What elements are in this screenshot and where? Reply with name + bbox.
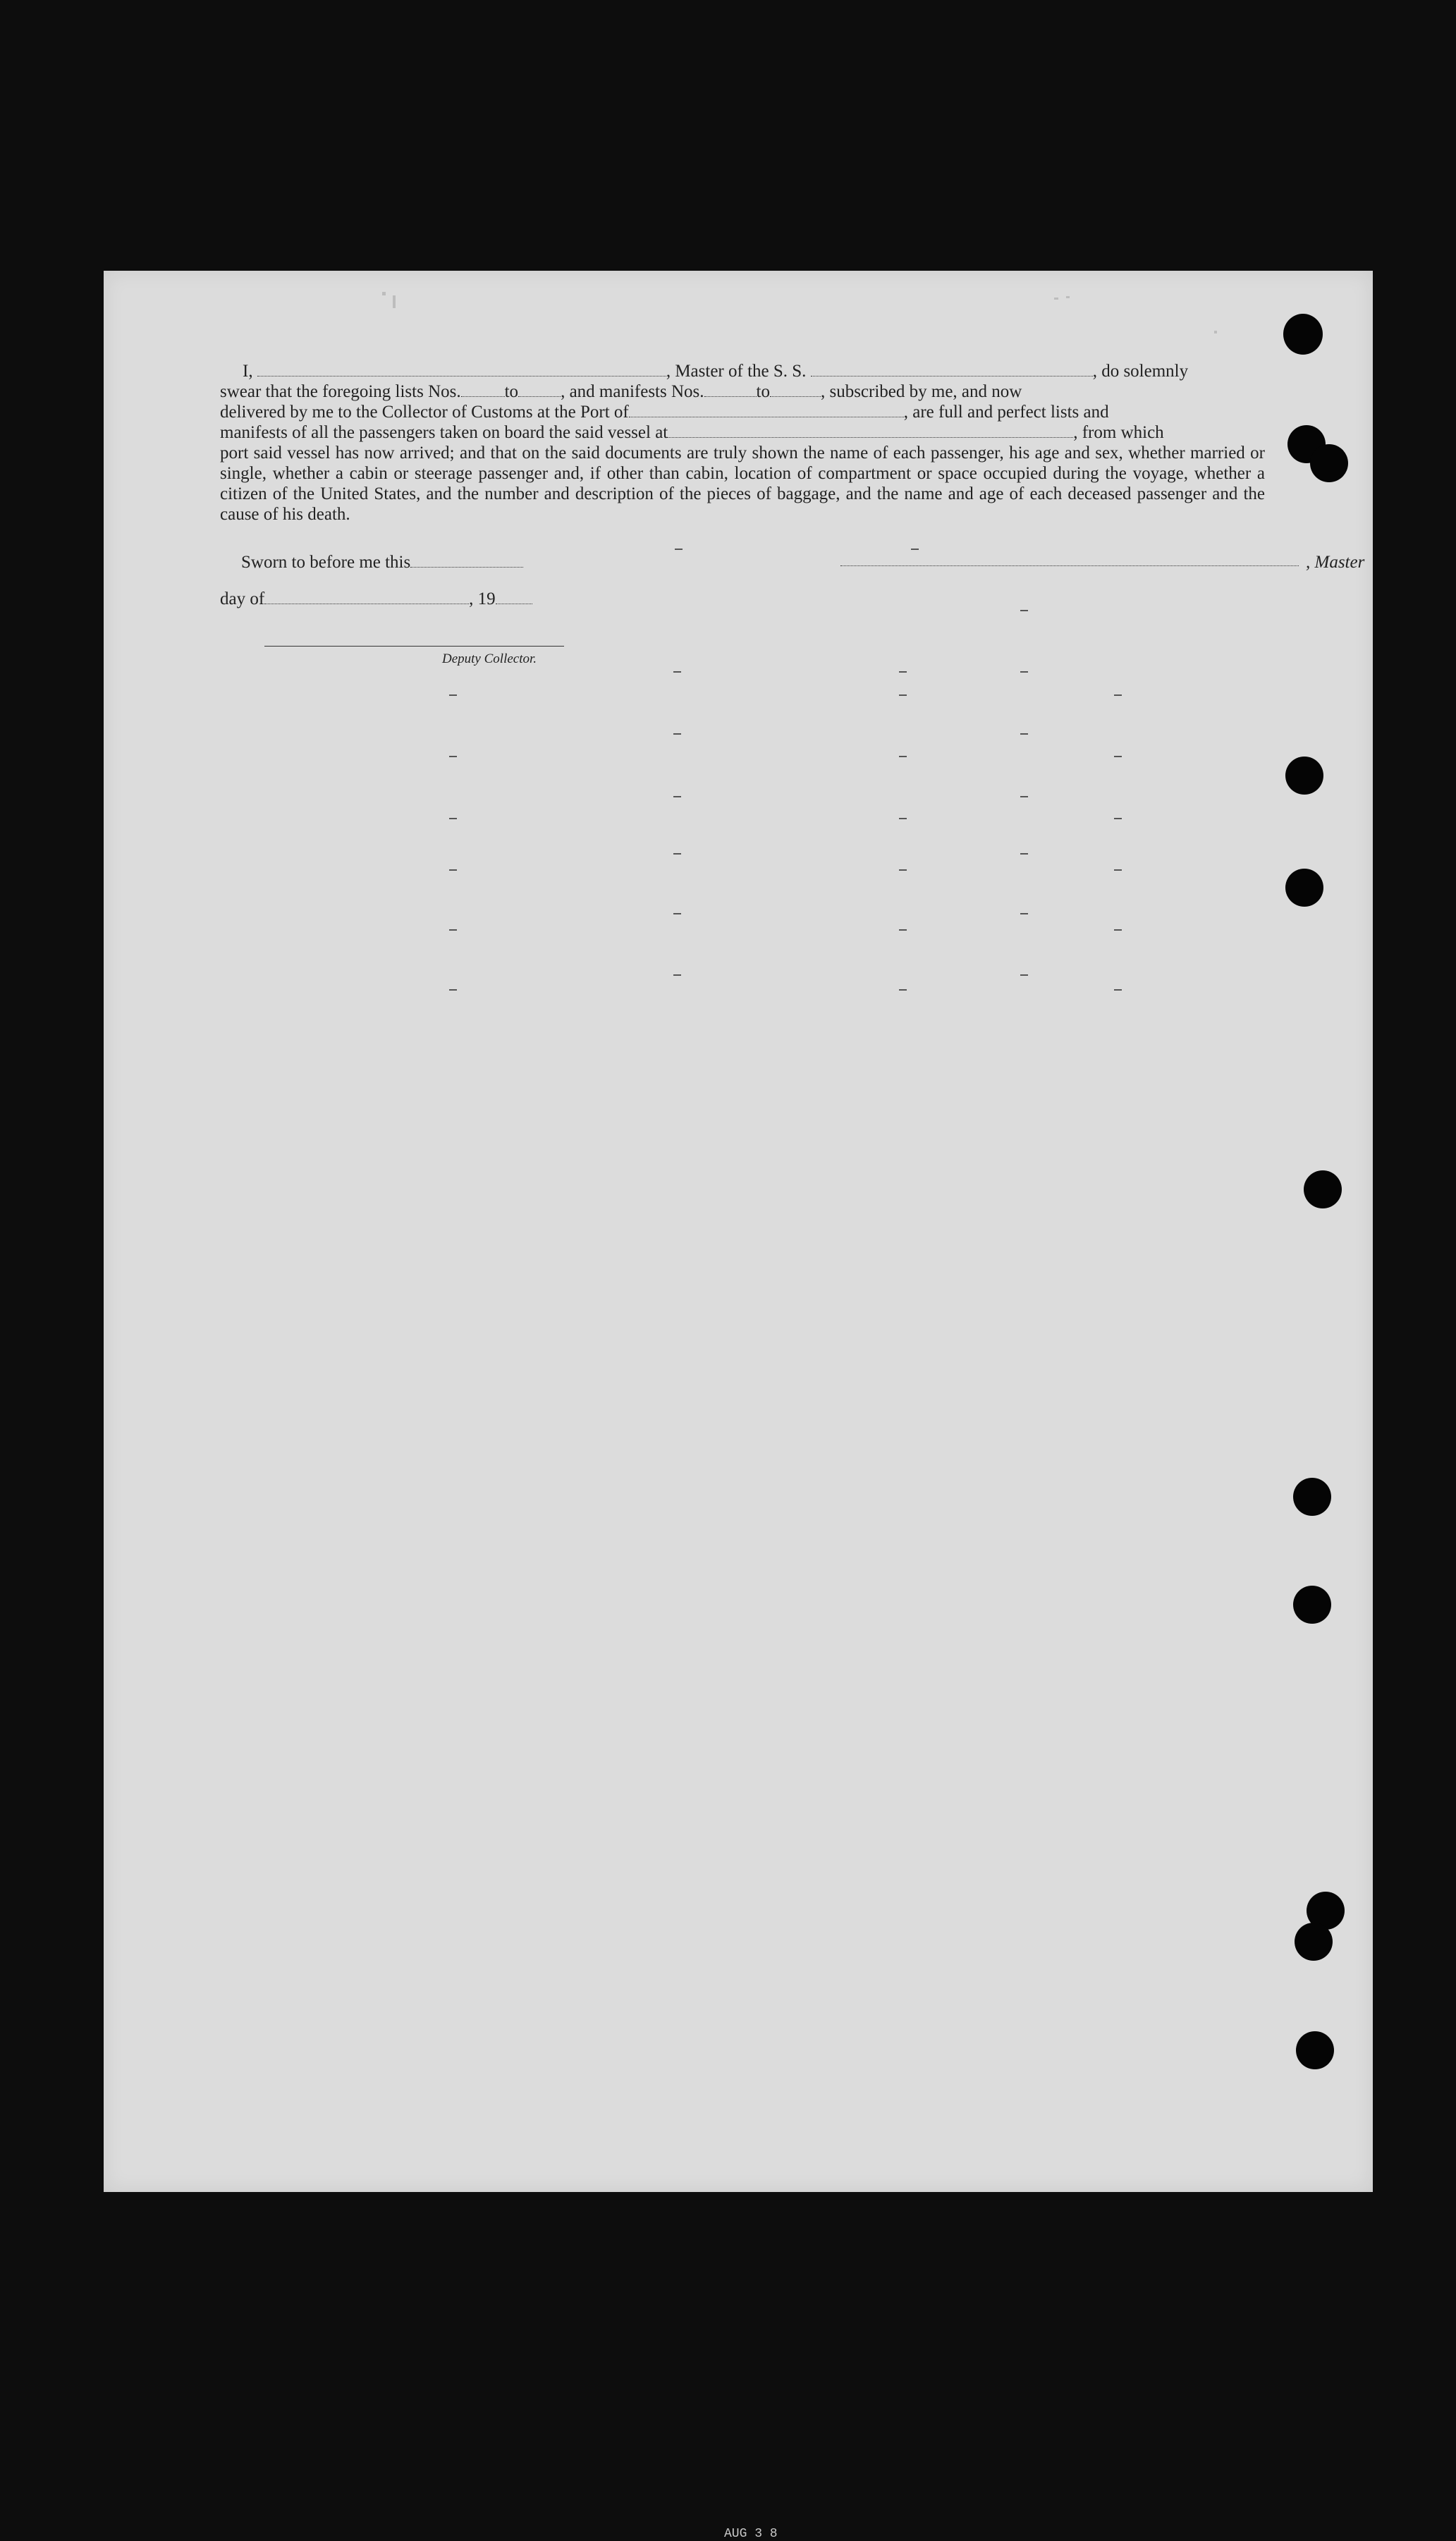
speck [1054, 298, 1058, 300]
lists-from-field [461, 382, 505, 397]
dash-mark [673, 671, 681, 673]
dash-mark [449, 818, 457, 819]
punch-hole [1293, 1586, 1331, 1624]
dash-mark [449, 756, 457, 757]
oath-do-solemnly: , do solemnly [1092, 362, 1189, 381]
punch-hole [1295, 1923, 1333, 1961]
dash-mark [899, 671, 907, 673]
oath-manifests-of-all: manifests of all the passengers taken on board the said vessel at [220, 423, 668, 442]
dash-mark [1114, 756, 1122, 757]
lists-to-field [518, 382, 561, 397]
dash-mark [673, 796, 681, 797]
master-name-field [257, 362, 666, 376]
speck [382, 292, 386, 295]
dash-mark [1020, 733, 1028, 735]
dash-mark [1114, 818, 1122, 819]
dash-mark [675, 549, 683, 550]
sworn-line [241, 553, 523, 573]
oath-are-full: , are full and perfect lists and [903, 403, 1109, 422]
dash-mark [673, 853, 681, 855]
vessel-port-field [668, 423, 1073, 438]
punch-hole [1285, 757, 1323, 795]
day-line [220, 589, 532, 609]
dash-mark [899, 694, 907, 696]
port-field [629, 403, 904, 417]
dash-mark [1020, 853, 1028, 855]
speck [393, 295, 396, 308]
punch-hole [1296, 2031, 1334, 2069]
oath-subscribed: , subscribed by me, and now [820, 382, 1022, 401]
oath-i: I, [243, 362, 253, 381]
dash-mark [1020, 796, 1028, 797]
oath-to-2: to [756, 382, 770, 401]
oath-delivered: delivered by me to the Collector of Customs at the Port of [220, 403, 629, 422]
speck [1214, 331, 1217, 333]
dash-mark [1114, 929, 1122, 931]
oath-body-text: port said vessel has now arrived; and that on the said documents are truly shown the name of each passenger, his age and sex, whether married or single, whether a cabin or steerage passenger and, if other than cabin, location of compartment or space occupied during the voyage, whether a citizen of the United States, and the number and description of the pieces of baggage, and the name and age of each deceased passenger and the cause of his death. [220, 443, 1265, 524]
dash-mark [449, 869, 457, 871]
speck [1066, 296, 1070, 298]
dash-mark [673, 913, 681, 914]
dash-mark [1114, 989, 1122, 991]
dash-mark [1020, 974, 1028, 976]
oath-manifests: , and manifests Nos. [561, 382, 704, 401]
deputy-collector-label: Deputy Collector. [442, 651, 537, 666]
dash-mark [673, 733, 681, 735]
manifests-from-field [704, 382, 757, 397]
master-label: , Master [1306, 553, 1365, 572]
dash-mark [899, 818, 907, 819]
punch-hole [1285, 869, 1323, 907]
bleed-through-stamp: AUG 3 8 [724, 2527, 778, 2541]
master-signature-field [840, 551, 1299, 566]
sworn-label: Sworn to before me this [241, 553, 411, 572]
day-field [264, 589, 469, 604]
dash-mark [899, 756, 907, 757]
sworn-date-field [410, 553, 523, 568]
manifest-page [104, 271, 1373, 2541]
oath-swear: swear that the foregoing lists Nos. [220, 382, 461, 401]
year-prefix: , 19 [469, 589, 496, 608]
oath-line-2 [220, 381, 1265, 402]
oath-from-which: , from which [1073, 423, 1164, 442]
dash-mark [1114, 869, 1122, 871]
dash-mark [899, 989, 907, 991]
punch-hole [1283, 314, 1323, 355]
punch-hole [1310, 444, 1348, 482]
deputy-signature-line [264, 646, 564, 647]
oath-line-3 [220, 402, 1265, 422]
punch-hole [1293, 1478, 1331, 1516]
day-of-label: day of [220, 589, 265, 608]
year-field [496, 589, 532, 604]
dash-mark [899, 929, 907, 931]
oath-line-4 [220, 422, 1265, 443]
oath-line-1 [220, 361, 1265, 381]
dash-mark [449, 929, 457, 931]
dash-mark [1020, 671, 1028, 673]
dash-mark [1020, 913, 1028, 914]
ship-name-field [811, 362, 1093, 376]
dash-mark [449, 694, 457, 696]
dash-mark [673, 974, 681, 976]
dash-mark [911, 549, 919, 550]
oath-master-of: , Master of the S. S. [666, 362, 807, 381]
dash-mark [899, 869, 907, 871]
manifests-to-field [770, 382, 821, 397]
oath-to-1: to [504, 382, 519, 401]
dash-mark [449, 989, 457, 991]
dash-mark [1114, 694, 1122, 696]
dash-mark [1020, 610, 1028, 611]
punch-hole [1304, 1170, 1342, 1208]
oath-paragraph [220, 361, 1265, 525]
